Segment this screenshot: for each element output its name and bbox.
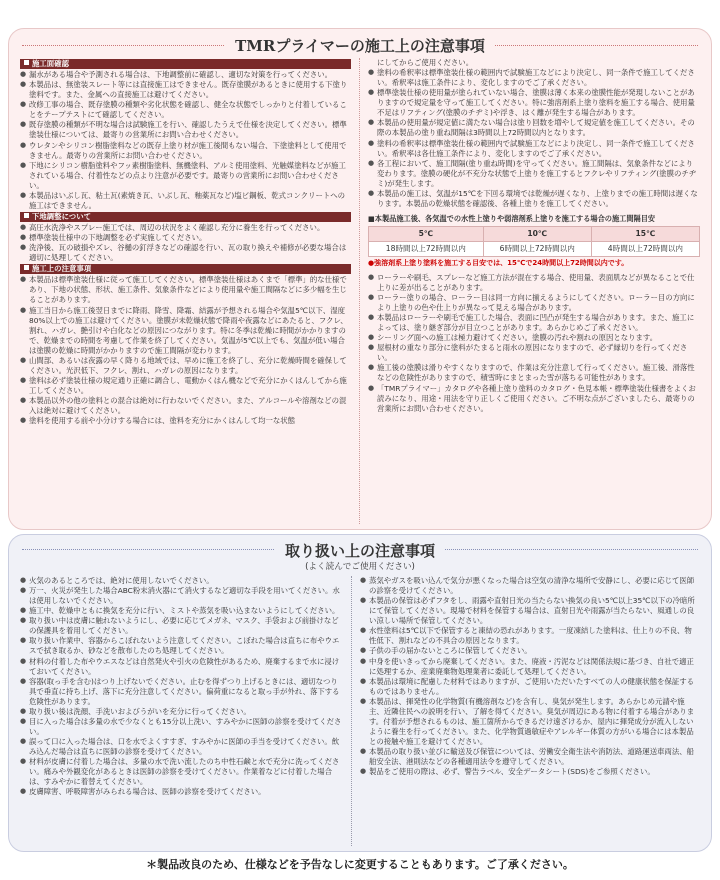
section-heading-label: 施工上の注意事項 xyxy=(32,264,92,274)
note-item: ● ローラー塗りの場合、ローラー目は同一方向に揃えるようにしてください。ローラー目の方向により上塗りの色や仕上りが異なって見える場合があります。 xyxy=(368,293,700,313)
section1-column-left xyxy=(20,58,351,526)
square-icon xyxy=(24,213,29,218)
note-item: ● 既存塗膜の種類が不明な場合は試験施工を行い、確認したうえで仕様を決定してください。標準塗装仕様については、最寄りの営業所にお問い合わせください。 xyxy=(20,120,351,140)
note-item: ● 本製品はローラーや刷毛で施工した場合、表面に凹凸が発生する場合があります。また、施工によっては、塗り継ぎ部分が目立つことがあります。あらかじめご了承ください。 xyxy=(368,313,700,333)
section2-column-right xyxy=(360,576,698,848)
note-item: ● 施工後の塗膜は滑りやすくなりますので、作業は充分注意して行ってください。施工後、滑落性などの危険性がありますので、積雪時にまとまった雪が落ちる可能性があります。 xyxy=(368,363,700,383)
section-heading-label: 下地調整について xyxy=(32,211,91,221)
note-item: ● 「TMRプライマー」カタログや各種上塗り塗料のカタログ・色見本帳・標準塗装仕様書をよくお読みになり、用途・用法を守り正しくご使用ください。ご不明な点がございましたら、最寄りの営業所にお問い合わせください。 xyxy=(368,384,700,414)
note-item: ● 各工程において、施工間隔(塗り重ね時間)を守ってください。施工間隔は、気象条件などにより変わります。塗膜の硬化が不充分な状態で上塗りを施工するとフクレやリフティング(塗膜のチヂミ)が発生します。 xyxy=(368,159,700,189)
note-item: ● 塗料の希釈率は標準塗装仕様の範囲内で試験施工などにより決定し、同一条件で施工してください。希釈率は施工条件により、変化しますのでご了承ください。 xyxy=(368,68,700,88)
column-divider xyxy=(351,576,352,846)
note-item: ● 取り扱い作業中、容器からこぼれないよう注意してください。こぼれた場合は直ちに布やウエスで拭き取るか、砂などを散布したのち処理してください。 xyxy=(20,636,342,656)
note-item: ● 本製品の保管は必ずフタをし、雨露や直射日光の当たらない換気の良い5℃以上35℃以下の冷暗所にて保管してください。現場で材料を保管する場合は、直射日光や雨露が当たらない、風通しの良い涼しい場所で保管してください。 xyxy=(360,596,698,626)
note-item: ● 高圧水洗浄やスプレー施工では、周辺の状況をよく確認し充分に養生を行ってください。 xyxy=(20,223,351,233)
section2-title: 取り扱い上の注意事項 xyxy=(0,541,720,561)
note-item: ● 皮膚障害、呼吸障害がみられる場合は、医師の診察を受けてください。 xyxy=(20,787,342,797)
note-item: ● 容器(取っ手を含む)はつり上げないでください。止むを得ずつり上げるときには、適切なつり具で垂直に持ち上げ、落下に充分注意してください。偏荷重になると取っ手が外れ、落下する危険性があります。 xyxy=(20,677,342,707)
section-heading xyxy=(20,264,351,274)
note-item: ● 塗料の希釈率は標準塗装仕様の範囲内で試験施工などにより決定し、同一条件で施工してください。希釈率は各仕施工条件により、変化しますのでご了承ください。 xyxy=(368,139,700,159)
table-cell: 18時間以上72時間以内 xyxy=(369,242,484,257)
section-heading xyxy=(20,59,351,69)
cure-table-note: ●強溶剤系上塗り塗料を施工する目安では、15℃で24時間以上72時間以内です。 xyxy=(368,259,629,268)
cure-interval-table xyxy=(368,226,700,258)
note-item: ● 屋根材の重なり部分に塗料がたまると雨水の原因になりますので、必ず縁切りを行ってください。 xyxy=(368,343,700,363)
note-item: ● ローラーや刷毛、スプレーなど施工方法が混在する場合、使用量、表面肌などが異なることで仕上りに差が出ることがあります。 xyxy=(368,273,700,293)
note-item: ● 本製品の使用量が規定値に満たない場合は塗り回数を増やして規定値を施工してください。その際の本製品の塗り重ね間隔は3時間以上72時間以内となります。 xyxy=(368,118,700,138)
note-item: ● 下地にシリコン樹脂塗料やフッ素樹脂塗料、無機塗料、アルミ使用塗料、光触媒塗料などが施工されている場合、付着性などの点より注意が必要です。最寄りの営業所にお問い合わせください。 xyxy=(20,161,351,191)
note-item: ● 標準塗装仕様の使用量が塗られていない場合、塗膜は薄く本来の塗膜性能が発現しないことがありますので規定量を守って施工してください。特に強溶剤系上塗り塗料を施工する場合、使用量不足はリフティング(塗膜のチヂミ)や浮き、はく離が発生する場合があります。 xyxy=(368,88,700,118)
note-item: ● 万一、火災が発生した場合ABC粉末消火器にて消火するなど適切な手段を用いてください。水は使用しないでください。 xyxy=(20,586,342,606)
note-item: ● 本製品は標準塗装仕様に従って施工してください。標準塗装仕様はあくまで「標準」的な仕様であり、下地の状態、形状、施工条件、気象条件などにより使用量や施工間隔などに多少幅を生じることがあります。 xyxy=(20,275,351,305)
section-heading-label: 施工面確認 xyxy=(32,59,69,68)
note-item: ● 漏水がある場合や予測される場合は、下地調整前に確認し、適切な対策を行ってください。 xyxy=(20,70,351,80)
note-item: ● シーリング面への施工は極力避けてください。塗膜の汚れや割れの原因となります。 xyxy=(368,333,700,343)
table-header-cell: 15℃ xyxy=(591,226,699,241)
square-icon xyxy=(24,265,29,270)
note-item: ● 本製品は環境に配慮した材料ではありますが、ご使用いただいたすべての人の健康状態を保証するものではありません。 xyxy=(360,677,698,697)
note-item: ● 材料が皮膚に付着した場合は、多量の水で洗い流したのち中性石鹸と水で充分に洗ってください。痛みや外観変化があるときは医師の診察を受けてください。作業着などに付着した場合は、すみやかに着替えてください。 xyxy=(20,757,342,787)
note-item: ● 誤って口に入った場合は、口を水でよくすすぎ、すみやかに医師の手当を受けてください。飲み込んだ場合は直ちに医師の診察を受けてください。 xyxy=(20,737,342,757)
table-header-cell: 10℃ xyxy=(483,226,591,241)
note-item: ● 洗浄後、瓦の破損やズレ、谷樋の釘浮きなどの確認を行い、瓦の取り換えや補修が必要な場合は適切に処理してください。 xyxy=(20,243,351,263)
note-item: ● 本製品は、無塗装スレート等には直接施工はできません。既存塗膜があるときに使用する下塗り塗料です。また、金属への直接施工は避けてください。 xyxy=(20,80,351,100)
section2-column-left xyxy=(20,576,342,848)
note-item: ● 塗料を使用する前や小分けする場合には、塗料を充分にかくはんして均一な状態 xyxy=(20,416,351,426)
table-cell: 4時間以上72時間以内 xyxy=(591,242,699,257)
note-item: ● 本製品の施工は、気温が15℃を下回る環境では乾燥が遅くなり、上塗りまでの施工時間は遅くなります。本製品の乾燥状態を確認後、各種上塗りを施工してください。 xyxy=(368,189,700,209)
note-item: ● 本製品はいぶし瓦、粘土瓦(素焼き瓦、いぶし瓦、釉薬瓦など)塩ビ鋼板、乾式コンクリートへの施工はできません。 xyxy=(20,191,351,211)
note-item: ● 本製品の取り扱い並びに輸送及び保管については、労働安全衛生法や消防法、道路運送車両法、船舶安全法、港則法などの各種適用法令を遵守してください。 xyxy=(360,747,698,767)
note-item: ● 施工中、乾燥中ともに換気を充分に行い、ミストや蒸気を吸い込まないようにしてください。 xyxy=(20,606,342,616)
table-header-cell: 5℃ xyxy=(369,226,484,241)
section1-right-top xyxy=(368,58,700,209)
column-divider xyxy=(359,58,360,524)
note-item: ● 本製品は、揮発性の化学物質(有機溶剤など)を含有し、臭気が発生します。あらかじめ元請や施主、近隣住民への説明を行い、了解を得てください。臭気が周辺にある物に付着する場合があります。付着が予想されるものは、施工箇所からできるだけ遠ざけるか、屋内に揮発成分が流入しないように養生を行ってください。また、化学物質過敏症やアレルギー体質の方がいる場合には本製品との接触や施工を避けてください。 xyxy=(360,697,698,747)
note-item: にしてからご使用ください。 xyxy=(377,58,474,67)
note-item: ● 蒸気やガスを吸い込んで気分が悪くなった場合は空気の清浄な場所で安静にし、必要に応じて医師の診察を受けてください。 xyxy=(360,576,698,596)
section2-subtitle: (よく読んでご使用ください) xyxy=(305,562,415,572)
note-item: ● 中身を使いきってから廃棄してください。また、廃液・汚泥などは関係法規に基づき、自社で適正に処理するか、産業廃棄物処理業者に委託して処理してください。 xyxy=(360,657,698,677)
note-item: ● 火気のあるところでは、絶対に使用しないでください。 xyxy=(20,576,342,586)
table-cell: 6時間以上72時間以内 xyxy=(483,242,591,257)
section1-column-right xyxy=(368,58,700,526)
section-heading xyxy=(20,212,351,222)
note-item: ● 本製品以外の他の塗料との混合は絶対に行わないでください。また、アルコールや溶剤などの混入は絶対に避けてください。 xyxy=(20,396,351,416)
note-item: ● 水性塗料は5℃以下で保管すると凍結の恐れがあります。一度凍結した塗料は、仕上りの不良、物性低下、割れなどの不具合の原因となります。 xyxy=(360,626,698,646)
footer-disclaimer: ＊製品改良のため、仕様などを予告なしに変更することもあります。ご了承ください。 xyxy=(146,858,574,871)
note-item: ● 目に入った場合は多量の水で少なくとも15分以上洗い、すみやかに医師の診察を受けてください。 xyxy=(20,717,342,737)
cure-table-title: ■本製品施工後、各気温での水性上塗りや弱溶剤系上塗りを施工する場合の施工間隔目安 xyxy=(368,213,656,223)
note-item: ● 施工当日から施工後翌日までに降雨、降雪、降霜、結露が予想される場合や気温5℃以下、湿度80%以上での施工は避けてください。塗膜が未乾燥状態で降雨や夜露などにあたると、フクレ、割れ、ハガレ、艶引けや白化などの原因につながります。特に冬季は乾燥に時間がかかりますので、乾燥までの時間を考慮して作業を終了してください。気温が5℃以上でも、気温が低い場合は塗膜の乾燥に時間がかかりますので施工間隔が変わります。 xyxy=(20,306,351,356)
note-item: ● 子供の手の届かないところに保管してください。 xyxy=(360,646,698,656)
note-item: ● 塗料は必ず塗装仕様の規定通り正確に調合し、電動かくはん機などで充分にかくはんしてから施工してください。 xyxy=(20,376,351,396)
section1-title: TMRプライマーの施工上の注意事項 xyxy=(0,36,720,56)
note-item: ● 取り扱い中は皮膚に触れないようにし、必要に応じてメガネ、マスク、手袋および前掛けなどの保護具を着用してください。 xyxy=(20,616,342,636)
note-item: ● 改修工事の場合、既存塗膜の種類や劣化状態を確認し、健全な状態でしっかりと付着していることをテープテストにて確認してください。 xyxy=(20,100,351,120)
section1-right-bottom xyxy=(368,273,700,414)
note-item: ● 山間部、あるいは夜露の早く降りる地域では、早めに施工を終了し、充分に乾燥時間を確保してください。光沢低下、フクレ、割れ、ハガレの原因になります。 xyxy=(20,356,351,376)
square-icon xyxy=(24,60,29,65)
note-item: ● ウレタンやシリコン樹脂塗料などの既存上塗り材が施工後間もない場合、下塗塗料として使用できません。最寄りの営業所にお問い合わせください。 xyxy=(20,141,351,161)
note-item: ● 取り扱い後は洗顔、手洗いおよびうがいを充分に行ってください。 xyxy=(20,707,342,717)
note-item: ● 材料の付着した布やウエスなどは自然発火や引火の危険性があるため、廃棄するまで水に浸けておいてください。 xyxy=(20,657,342,677)
note-item: ● 製品をご使用の際は、必ず、警告ラベル、安全データシート(SDS)をご参照ください。 xyxy=(360,767,698,777)
note-item: ● 標準塗装仕様中の下地調整を必ず実施してください。 xyxy=(20,233,351,243)
